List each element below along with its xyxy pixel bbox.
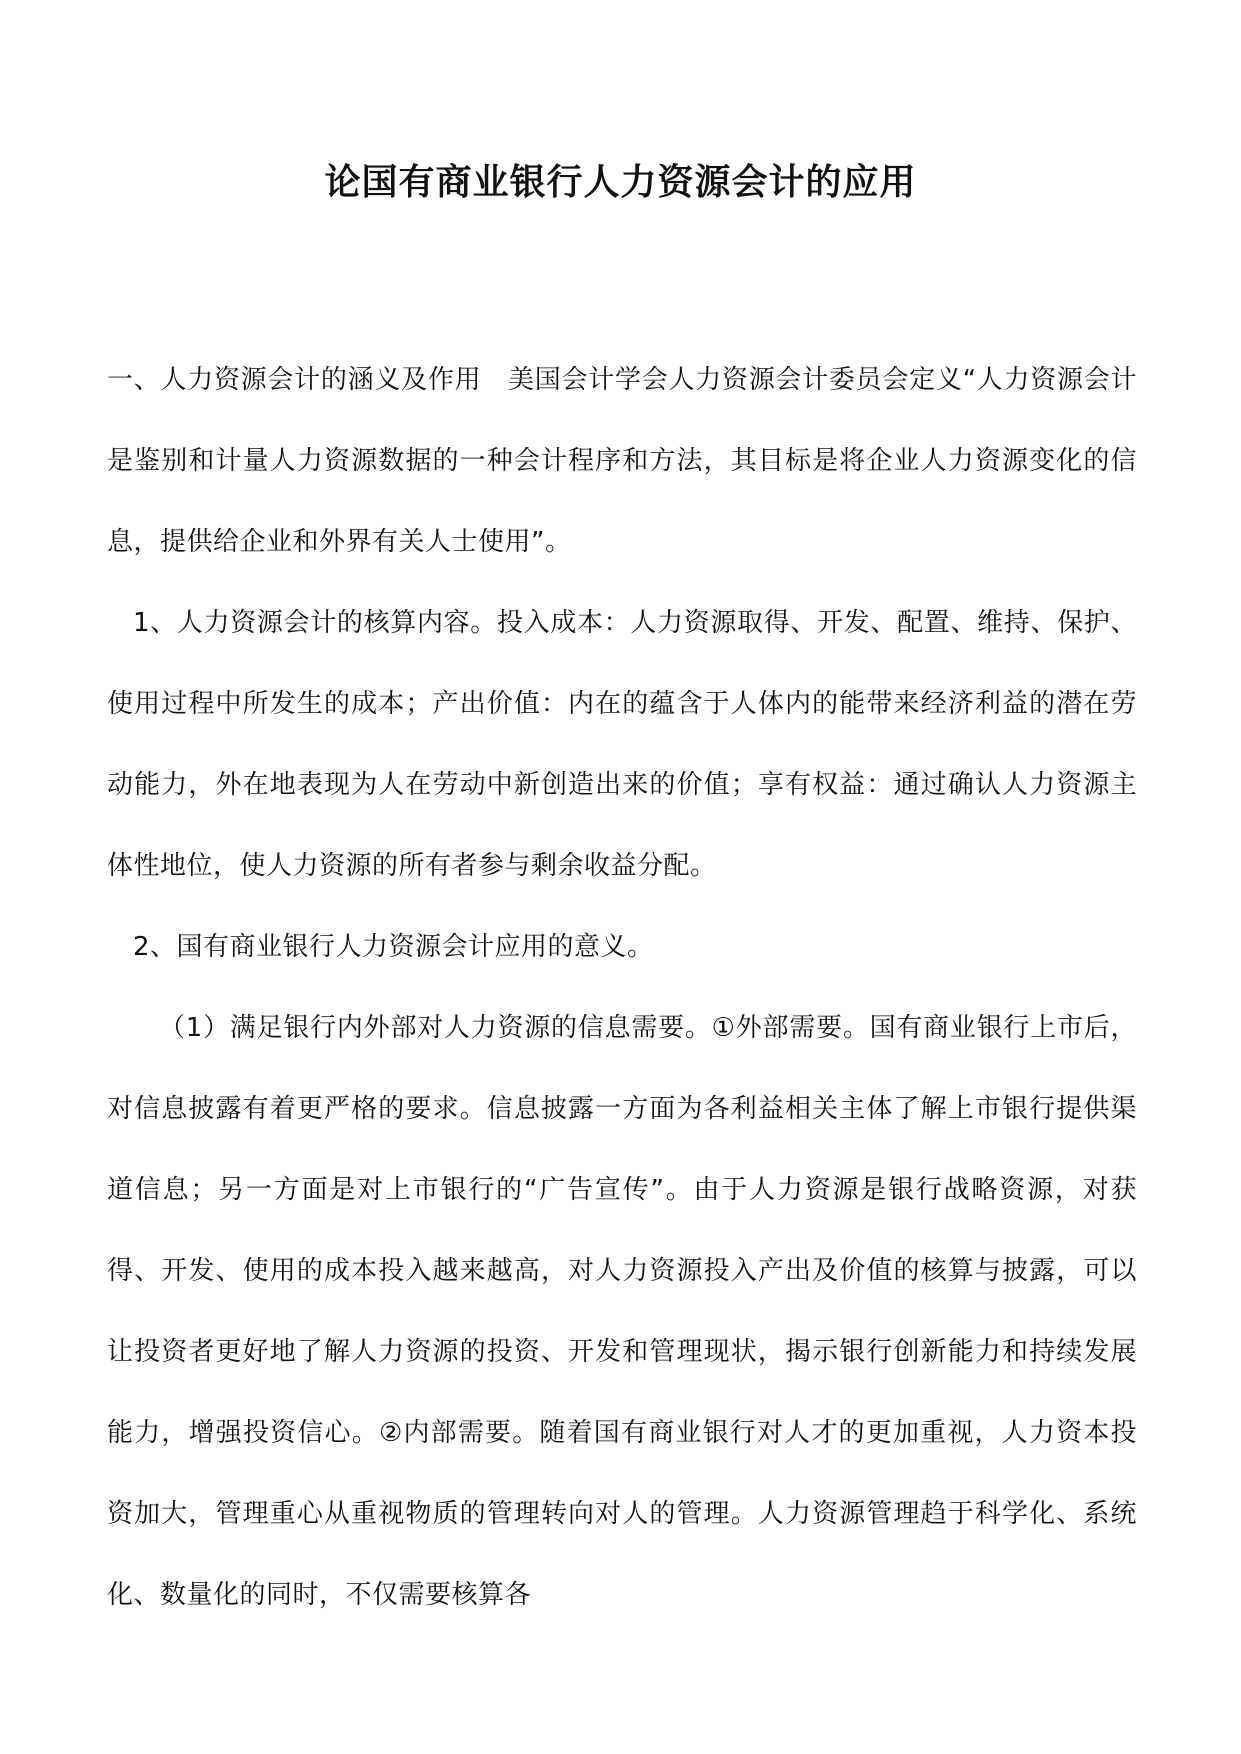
paragraph-section-1: 一、人力资源会计的涵义及作用 美国会计学会人力资源会计委员会定义“人力资源会计是鉴别和计量人力资源数据的一种会计程序和方法，其目标是将企业人力资源变化的信息，提供给企业和外界有关人士使用”。	[107, 365, 1137, 557]
document-title: 论国有商业银行人力资源会计的应用	[324, 161, 917, 203]
paragraph-accounting-content: 1、人力资源会计的核算内容。投入成本：人力资源取得、开发、配置、维持、保护、使用过程中所发生的成本；产出价值：内在的蕴含于人体内的能带来经济利益的潜在劳动能力，外在地表现为人在劳动中新创造出来的价值；享有权益：通过确认人力资源主体性地位，使人力资源的所有者参与剩余收益分配。	[107, 608, 1137, 881]
document-body	[107, 340, 1137, 1636]
paragraph-significance-heading: 2、国有商业银行人力资源会计应用的意义。	[133, 932, 654, 962]
paragraph-information-needs: （1）满足银行内外部对人力资源的信息需要。①外部需要。国有商业银行上市后，对信息披露有着更严格的要求。信息披露一方面为各利益相关主体了解上市银行提供渠道信息；另一方面是对上市银行的“广告宣传”。由于人力资源是银行战略资源，对获得、开发、使用的成本投入越来越高，对人力资源投入产出及价值的核算与披露，可以让投资者更好地了解人力资源的投资、开发和管理现状，揭示银行创新能力和持续发展能力，增强投资信心。②内部需要。随着国有商业银行对人才的更加重视，人力资本投资加大，管理重心从重视物质的管理转向对人的管理。人力资源管理趋于科学化、系统化、数量化的同时，不仅需要核算各	[107, 1013, 1137, 1610]
